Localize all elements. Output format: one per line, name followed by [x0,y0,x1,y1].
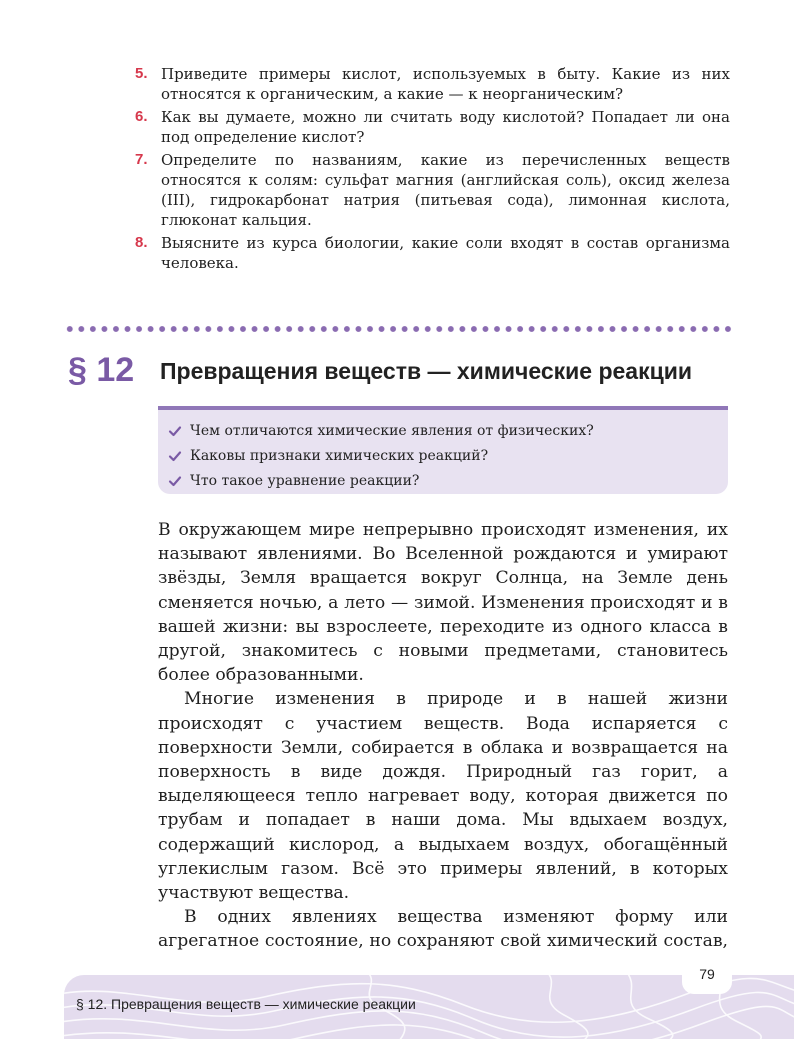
review-questions [135,64,730,276]
question-item [135,107,730,147]
question-item [135,233,730,273]
question-item [135,64,730,104]
question-number: 6. [135,108,148,125]
preview-question-item [168,443,728,468]
paragraph: Многие изменения в природе и в нашей жизни происходят с участием веществ. Вода испаряется с поверхности Земли, собирается в облака и возвращается на поверхность в виде дождя. Природный газ горит, а выделяющееся тепло нагревает воду, которая движется по трубам и попадает в наши дома. Мы вдыхаем воздух, содержащий кислород, а выдыхаем воздух, обогащённый углекислым газом. Всё это примеры явлений, в которых участвуют вещества. [158,689,728,904]
checkmark-icon [168,424,182,438]
preview-question-text: Чем отличаются химические явления от физических? [190,422,594,439]
checkmark-icon [168,474,182,488]
preview-questions-box [158,406,728,494]
preview-question-text: Что такое уравнение реакции? [190,472,420,489]
question-text: Выясните из курса биологии, какие соли входят в состав организма человека. [161,234,730,272]
checkmark-icon [168,449,182,463]
body-text [158,518,728,954]
paragraph: В одних явлениях вещества изменяют форму или агрегатное состояние, но сохраняют свой химический состав, [158,907,728,952]
question-number: 8. [135,234,148,251]
dotted-divider [64,324,734,334]
footer-caption: § 12. Превращения веществ — химические реакции [76,996,416,1012]
section-number: § 12 [68,351,135,389]
question-number: 5. [135,65,148,82]
question-text: Определите по названиям, какие из перечисленных веществ относятся к солям: сульфат магния (английская соль), оксид железа (III), гидрокарбонат натрия (питьевая сода), лимонная кислота, глюконат кальция. [161,151,730,229]
preview-question-text: Каковы признаки химических реакций? [190,447,489,464]
preview-question-item [168,418,728,443]
preview-question-item [168,468,728,493]
page-number: 79 [699,966,715,982]
question-text: Приведите примеры кислот, используемых в быту. Какие из них относятся к органическим, а какие — к неорганическим? [161,65,730,103]
question-number: 7. [135,151,148,168]
paragraph: В окружающем мире непрерывно происходят изменения, их называют явлениями. Во Вселенной рождаются и умирают звёзды, Земля вращается вокруг Солнца, на Земле день сменяется ночью, а лето — зимой. Изменения происходят и в вашей жизни: вы взрослеете, переходите из одного класса в другой, знакомитесь с новыми предметами, становитесь более образованными. [158,520,728,686]
question-item [135,150,730,230]
section-title: Превращения веществ — химические реакции [160,358,692,384]
question-text: Как вы думаете, можно ли считать воду кислотой? Попадает ли она под определение кислот? [161,108,730,146]
